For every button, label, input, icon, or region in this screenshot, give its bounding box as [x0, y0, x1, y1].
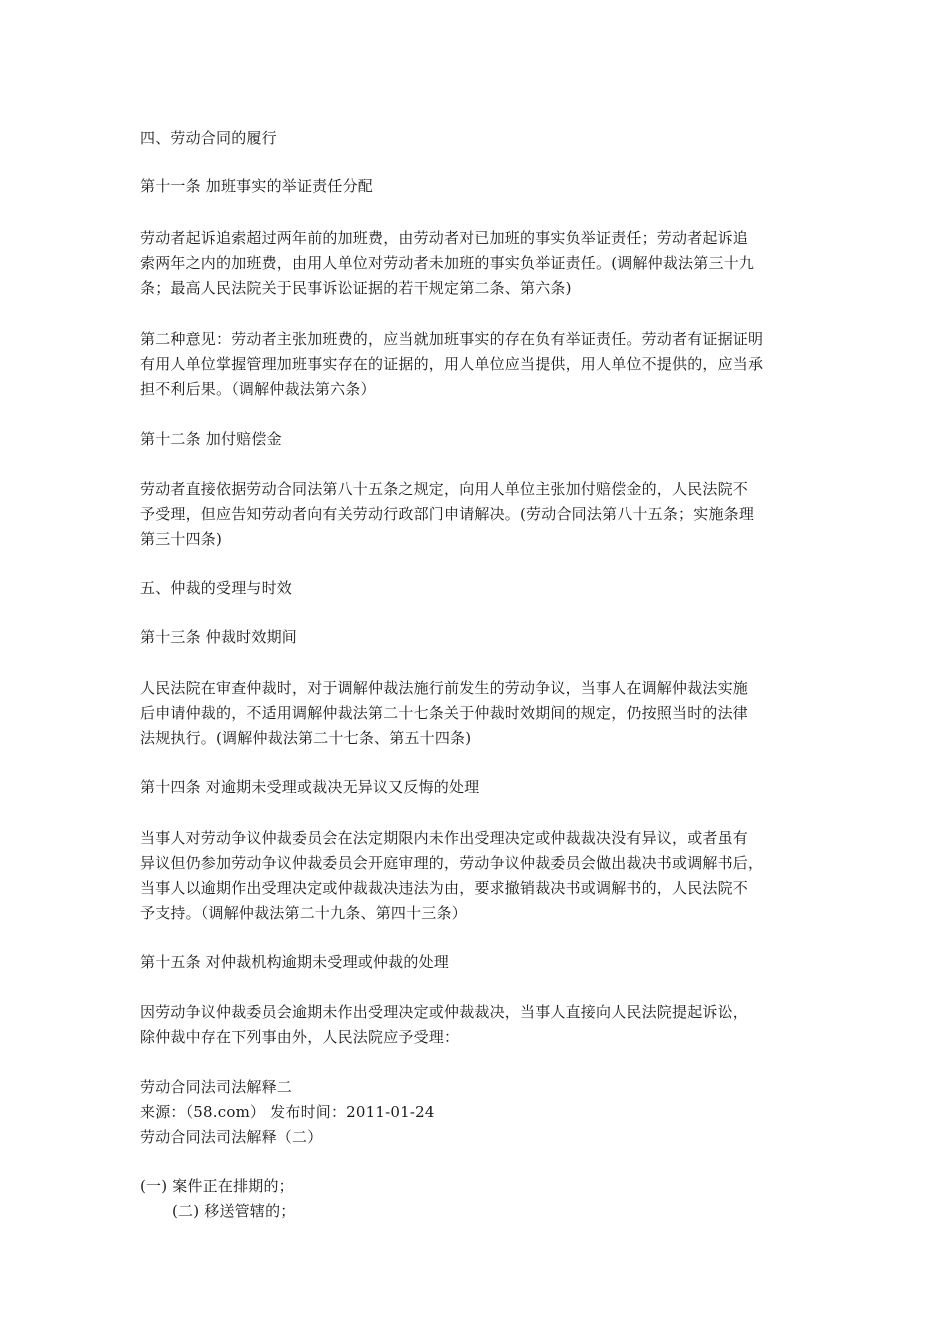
paragraph-line: 除仲裁中存在下列事由外，人民法院应予受理： — [140, 1028, 460, 1046]
paragraph-line: 劳动者直接依据劳动合同法第八十五条之规定，向用人单位主张加付赔偿金的，人民法院不 — [140, 480, 749, 498]
paragraph-line: 予受理，但应告知劳动者向有关劳动行政部门申请解决。(劳动合同法第八十五条；实施条理 — [140, 505, 755, 523]
paragraph-line: 第三十四条) — [140, 530, 223, 548]
list-item: (一) 案件正在排期的； — [140, 1177, 294, 1195]
paragraph-line: 第二种意见：劳动者主张加班费的，应当就加班事实的存在负有举证责任。劳动者有证据证明 — [140, 330, 764, 348]
article-title: 第十五条 对仲裁机构逾期未受理或仲裁的处理 — [140, 953, 449, 971]
paragraph-line: 劳动者起诉追索超过两年前的加班费，由劳动者对已加班的事实负举证责任；劳动者起诉追 — [140, 229, 749, 247]
article-title: 第十一条 加班事实的举证责任分配 — [140, 177, 373, 195]
paragraph-line: 异议但仍参加劳动争议仲裁委员会开庭审理的，劳动争议仲裁委员会做出裁决书或调解书后， — [140, 854, 764, 872]
source-line: 来源：（58.com） 发布时间：2011-01-24 — [140, 1103, 435, 1121]
paragraph-line: 条；最高人民法院关于民事诉讼证据的若干规定第二条、第六条) — [140, 279, 572, 297]
source-subtitle: 劳动合同法司法解释（二） — [140, 1128, 323, 1146]
article-title: 第十二条 加付赔偿金 — [140, 430, 282, 448]
paragraph-line: 有用人单位掌握管理加班事实存在的证据的，用人单位应当提供，用人单位不提供的，应当承 — [140, 355, 764, 373]
article-title: 第十三条 仲裁时效期间 — [140, 628, 297, 646]
paragraph-line: 索两年之内的加班费，由用人单位对劳动者未加班的事实负举证责任。(调解仲裁法第三十九 — [140, 254, 755, 272]
section-heading: 四、劳动合同的履行 — [140, 129, 277, 147]
paragraph-line: 法规执行。(调解仲裁法第二十七条、第五十四条) — [140, 729, 472, 747]
paragraph-line: 予支持。（调解仲裁法第二十九条、第四十三条） — [140, 904, 467, 922]
paragraph-line: 当事人以逾期作出受理决定或仲裁裁决违法为由，要求撤销裁决书或调解书的，人民法院不 — [140, 879, 749, 897]
paragraph-line: 后申请仲裁的，不适用调解仲裁法第二十七条关于仲裁时效期间的规定，仍按照当时的法律 — [140, 704, 749, 722]
section-heading: 五、仲裁的受理与时效 — [140, 579, 293, 597]
paragraph-line: 当事人对劳动争议仲裁委员会在法定期限内未作出受理决定或仲裁裁决没有异议，或者虽有 — [140, 829, 749, 847]
paragraph-line: 因劳动争议仲裁委员会逾期未作出受理决定或仲裁裁决，当事人直接向人民法院提起诉讼， — [140, 1003, 749, 1021]
list-item: (二) 移送管辖的； — [172, 1202, 296, 1220]
article-title: 第十四条 对逾期未受理或裁决无异议又反悔的处理 — [140, 778, 480, 796]
source-title: 劳动合同法司法解释二 — [140, 1078, 293, 1096]
paragraph-line: 人民法院在审查仲裁时，对于调解仲裁法施行前发生的劳动争议，当事人在调解仲裁法实施 — [140, 679, 749, 697]
paragraph-line: 担不利后果。（调解仲裁法第六条） — [140, 380, 376, 398]
